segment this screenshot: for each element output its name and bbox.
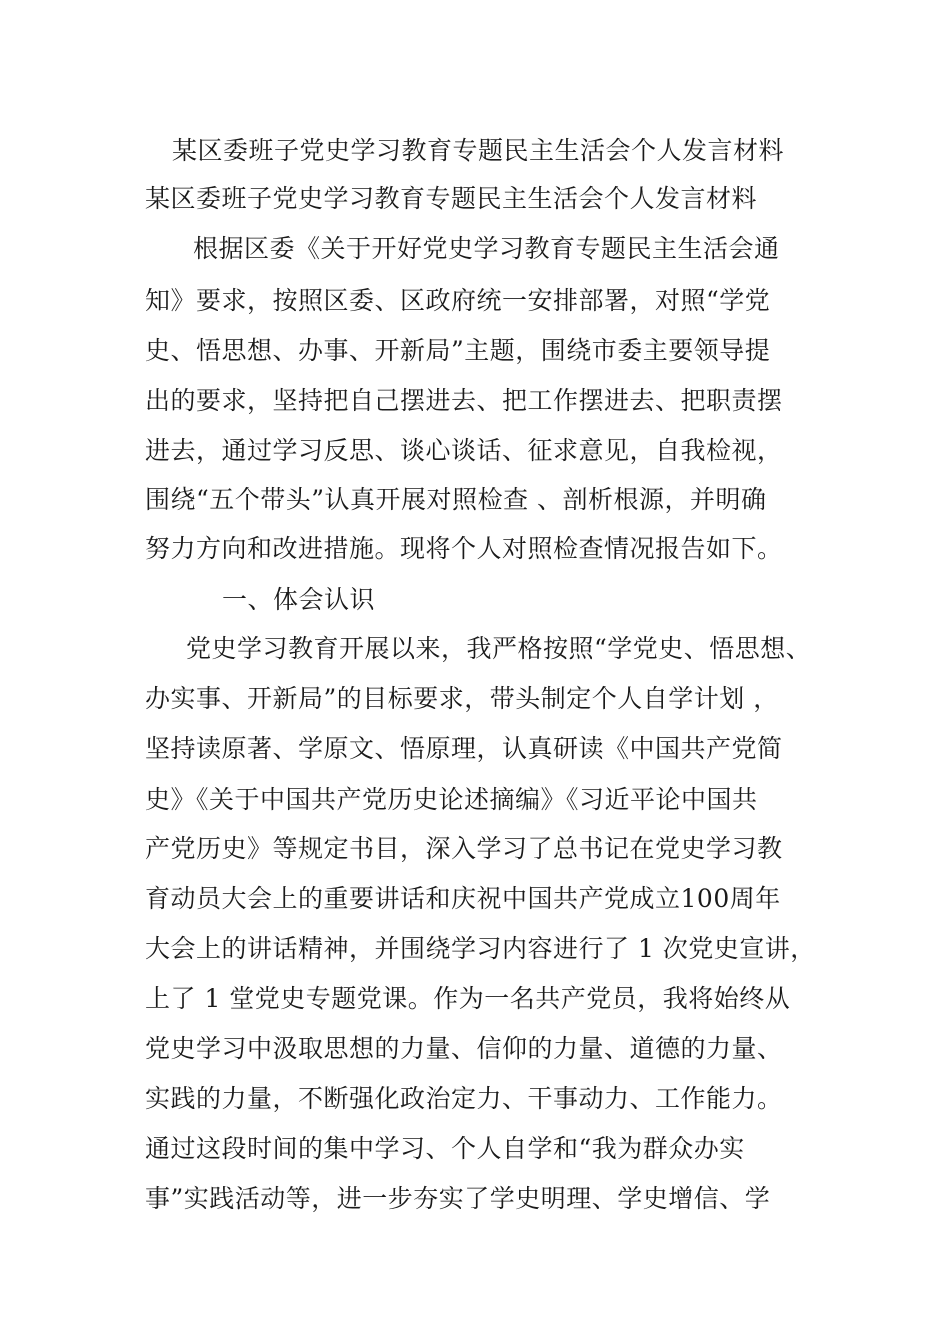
section-heading: 一、体会认识 xyxy=(222,585,376,614)
body-line: 通过这段时间的集中学习、个人自学和“我为群众办实 xyxy=(145,1134,745,1163)
body-line: 办实事、开新局”的目标要求，带头制定个人自学计划 ， xyxy=(145,684,779,713)
intro-line: 努力方向和改进措施。现将个人对照检查情况报告如下。 xyxy=(145,534,783,563)
intro-line: 出的要求，坚持把自己摆进去、把工作摆进去、把职责摆 xyxy=(145,386,783,415)
body-line: 事”实践活动等，进一步夯实了学史明理、学史增信、学 xyxy=(145,1184,771,1213)
body-line: 产党历史》等规定书目，深入学习了总书记在党史学习教 xyxy=(145,834,783,863)
document-title: 某区委班子党史学习教育专题民主生活会个人发言材料 xyxy=(172,136,785,165)
body-line: 史》《关于中国共产党历史论述摘编》《习近平论中国共 xyxy=(145,785,758,814)
body-line: 上了 1 堂党史专题党课。作为一名共产党员，我将始终从 xyxy=(145,984,791,1013)
document-subtitle: 某区委班子党史学习教育专题民主生活会个人发言材料 xyxy=(145,184,758,213)
body-line: 党史学习教育开展以来，我严格按照“学党史、悟思想、 xyxy=(186,634,812,663)
intro-line: 围绕“五个带头”认真开展对照检查 、剖析根源，并明确 xyxy=(145,485,767,514)
body-line: 实践的力量，不断强化政治定力、干事动力、工作能力。 xyxy=(145,1084,783,1113)
body-line: 坚持读原著、学原文、悟原理，认真研读《中国共产党简 xyxy=(145,734,783,763)
intro-line: 史、悟思想、办事、开新局”主题，围绕市委主要领导提 xyxy=(145,336,771,365)
body-line: 育动员大会上的重要讲话和庆祝中国共产党成立100周年 xyxy=(145,884,781,913)
intro-line: 根据区委《关于开好党史学习教育专题民主生活会通 xyxy=(193,234,780,263)
body-line: 党史学习中汲取思想的力量、信仰的力量、道德的力量、 xyxy=(145,1034,783,1063)
intro-line: 知》要求，按照区委、区政府统一安排部署，对照“学党 xyxy=(145,286,771,315)
body-line: 大会上的讲话精神，并围绕学习内容进行了 1 次党史宣讲， xyxy=(145,934,816,963)
intro-line: 进去，通过学习反思、谈心谈话、征求意见，自我检视， xyxy=(145,436,783,465)
